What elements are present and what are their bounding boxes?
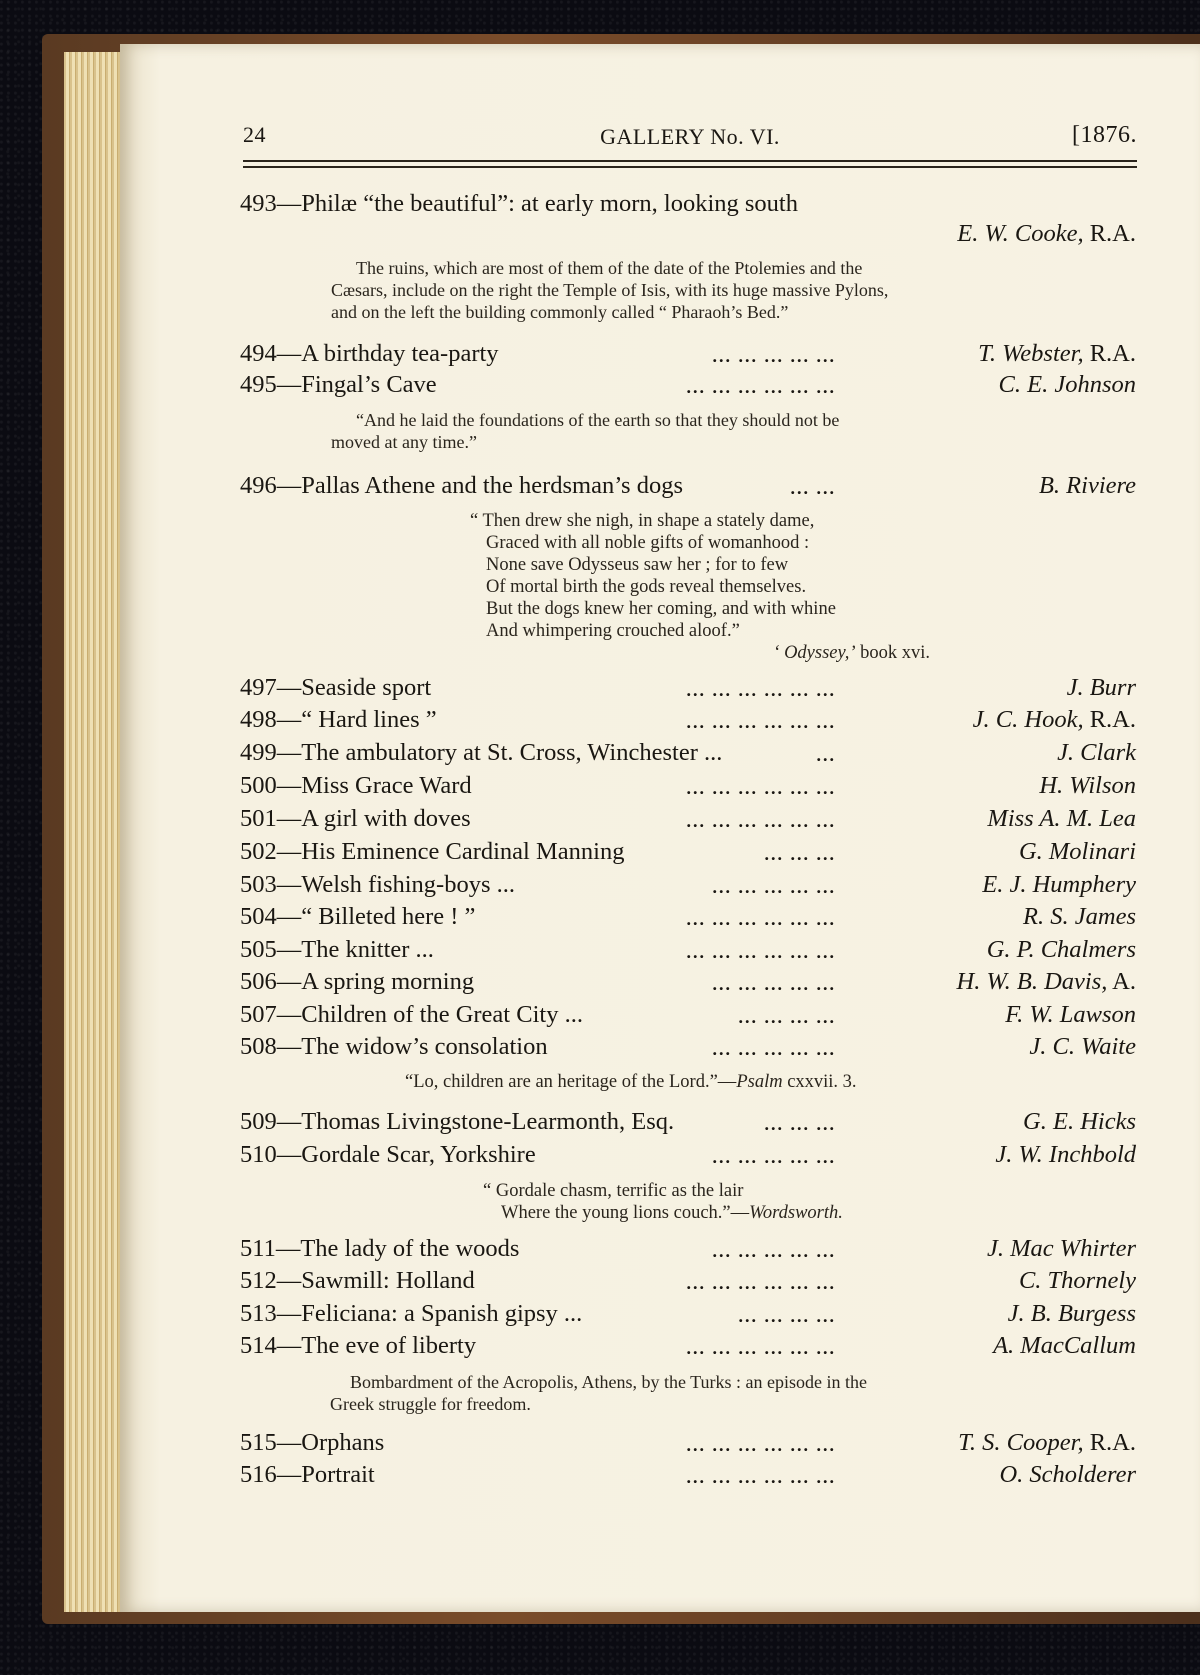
entry-title: 505—The knitter ... — [240, 936, 434, 963]
catalogue-entry-499 — [240, 739, 1136, 769]
entry-title: 509—Thomas Livingstone-Learmonth, Esq. — [240, 1108, 675, 1135]
quote-510 — [483, 1180, 843, 1224]
note-514-line1: Bombardment of the Acropolis, Athens, by the Turks : an episode in the — [350, 1372, 867, 1392]
entry-title: 493—Philæ “the beautiful”: at early morn, looking south — [240, 190, 798, 217]
entry-artist: E. J. Humphery — [982, 871, 1136, 898]
gallery-title: GALLERY No. VI. — [600, 124, 780, 149]
poem-line: “ Then drew she nigh, in shape a stately dame, — [470, 511, 815, 531]
leader-dots: ... ... ... ... ... — [712, 1241, 836, 1261]
entry-title: 510—Gordale Scar, Yorkshire — [240, 1141, 536, 1168]
header-rule-top — [243, 160, 1137, 162]
catalogue-entry-498 — [240, 706, 1136, 736]
entry-artist: R. S. James — [1023, 903, 1136, 930]
entry-artist: F. W. Lawson — [1005, 1001, 1136, 1028]
catalogue-entry-511 — [240, 1235, 1136, 1265]
entry-artist: Miss A. M. Lea — [987, 805, 1136, 832]
catalogue-entry-510 — [240, 1141, 1136, 1171]
note-493-line2: Cæsars, include on the right the Temple of Isis, with its huge massive Pylons, — [331, 280, 889, 300]
catalogue-entry-497 — [240, 674, 1136, 704]
leader-dots: ... ... ... ... ... — [712, 877, 836, 897]
catalogue-entry-515 — [240, 1429, 1136, 1459]
catalogue-entry-501 — [240, 805, 1136, 835]
entry-artist: E. W. Cooke, R.A. — [957, 220, 1136, 247]
leader-dots: ... ... ... — [764, 1114, 836, 1134]
leader-dots: ... ... ... ... ... ... — [686, 1467, 836, 1487]
catalogue-entry-512 — [240, 1267, 1136, 1297]
entry-title: 497—Seaside sport — [240, 674, 432, 701]
entry-artist: T. S. Cooper, R.A. — [958, 1429, 1136, 1456]
leader-dots: ... ... ... ... ... ... — [686, 1435, 836, 1455]
note-514-line2: Greek struggle for freedom. — [330, 1394, 531, 1414]
poem-line: Of mortal birth the gods reveal themselves. — [486, 577, 807, 597]
catalogue-entry-502 — [240, 838, 1136, 868]
entry-title: 516—Portrait — [240, 1461, 375, 1488]
page-number: 24 — [243, 122, 266, 147]
leader-dots: ... ... ... ... ... ... — [686, 1338, 836, 1358]
leader-dots: ... ... — [790, 478, 836, 498]
catalogue-entry-509 — [240, 1108, 1136, 1138]
leader-dots: ... ... ... ... ... ... — [686, 1273, 836, 1293]
poem-attribution: ‘ Odyssey,’ book xvi. — [773, 643, 930, 663]
entry-title: 502—His Eminence Cardinal Manning — [240, 838, 625, 865]
catalogue-entry-495 — [240, 371, 1136, 401]
leader-dots: ... ... ... ... ... — [712, 1039, 836, 1059]
entry-title: 500—Miss Grace Ward — [240, 772, 472, 799]
leader-dots: ... ... ... — [764, 844, 836, 864]
entry-title: 503—Welsh fishing-boys ... — [240, 871, 516, 898]
poem-line: Graced with all noble gifts of womanhood : — [486, 533, 810, 553]
note-495-line2: moved at any time.” — [331, 432, 477, 452]
leader-dots: ... ... ... ... ... ... — [686, 811, 836, 831]
catalogue-entry-514 — [240, 1332, 1136, 1362]
leader-dots: ... ... ... ... ... ... — [686, 377, 836, 397]
entry-title: 507—Children of the Great City ... — [240, 1001, 583, 1028]
entry-artist: H. Wilson — [1039, 772, 1136, 799]
catalogue-entry-508 — [240, 1033, 1136, 1063]
leader-dots: ... ... ... ... ... — [712, 974, 836, 994]
leader-dots: ... ... ... ... ... ... — [686, 909, 836, 929]
entry-artist: J. Clark — [1057, 739, 1136, 766]
catalogue-entry-500 — [240, 772, 1136, 802]
poem-496 — [470, 510, 930, 664]
entry-title: 508—The widow’s consolation — [240, 1033, 548, 1060]
leader-dots: ... — [816, 745, 836, 765]
catalogue-entry-516 — [240, 1461, 1136, 1491]
catalogue-entry-503 — [240, 871, 1136, 901]
catalogue-entry-494 — [240, 340, 1136, 370]
entry-artist: O. Scholderer — [999, 1461, 1136, 1488]
catalogue-entry-507 — [240, 1001, 1136, 1031]
note-495-line1: “And he laid the foundations of the earth so that they should not be — [356, 410, 840, 430]
poem-line: And whimpering crouched aloof.” — [486, 621, 740, 641]
entry-title: 506—A spring morning — [240, 968, 475, 995]
quote-508: “Lo, children are an heritage of the Lord.”—Psalm cxxvii. 3. — [405, 1072, 857, 1092]
catalogue-entry-506 — [240, 968, 1136, 998]
entry-title: 514—The eve of liberty — [240, 1332, 477, 1359]
leader-dots: ... ... ... ... — [738, 1306, 836, 1326]
catalogue-entry-493-artist — [240, 220, 1136, 250]
leader-dots: ... ... ... ... — [738, 1007, 836, 1027]
catalogue-entry-496 — [240, 472, 1136, 502]
poem-line: But the dogs knew her coming, and with whine — [486, 599, 836, 619]
leader-dots: ... ... ... ... ... ... — [686, 680, 836, 700]
leader-dots: ... ... ... ... ... ... — [686, 942, 836, 962]
entry-title: 498—“ Hard lines ” — [240, 706, 437, 733]
entry-artist: C. E. Johnson — [998, 371, 1136, 398]
entry-artist: H. W. B. Davis, A. — [956, 968, 1136, 995]
catalogue-entry-504 — [240, 903, 1136, 933]
catalogue-entry-493 — [240, 190, 1136, 220]
poem-line: None save Odysseus saw her ; for to few — [486, 555, 789, 575]
entry-title: 511—The lady of the woods — [240, 1235, 520, 1262]
entry-artist: T. Webster, R.A. — [978, 340, 1136, 367]
entry-title: 501—A girl with doves — [240, 805, 471, 832]
header-rule-bottom — [243, 166, 1137, 168]
catalogue-entry-505 — [240, 936, 1136, 966]
entry-artist: G. Molinari — [1018, 838, 1136, 865]
entry-title: 496—Pallas Athene and the herdsman’s dogs — [240, 472, 683, 499]
entry-title: 504—“ Billeted here ! ” — [240, 903, 476, 930]
entry-artist: J. W. Inchbold — [995, 1141, 1136, 1168]
entry-artist: J. C. Hook, R.A. — [972, 706, 1136, 733]
entry-artist: G. P. Chalmers — [986, 936, 1136, 963]
poem-line: Where the young lions couch.”—Wordsworth. — [501, 1203, 843, 1223]
page-header — [243, 118, 1137, 154]
entry-artist: G. E. Hicks — [1023, 1108, 1136, 1135]
leader-dots: ... ... ... ... ... ... — [686, 712, 836, 732]
note-493-line1: The ruins, which are most of them of the date of the Ptolemies and the — [356, 258, 863, 278]
leader-dots: ... ... ... ... ... — [712, 346, 836, 366]
entry-title: 512—Sawmill: Holland — [240, 1267, 475, 1294]
entry-artist: J. Burr — [1066, 674, 1136, 701]
entry-artist: J. B. Burgess — [1007, 1300, 1136, 1327]
entry-artist: C. Thornely — [1018, 1267, 1136, 1294]
entry-title: 494—A birthday tea-party — [240, 340, 499, 367]
entry-title: 513—Feliciana: a Spanish gipsy ... — [240, 1300, 583, 1327]
note-493-line3: and on the left the building commonly called “ Pharaoh’s Bed.” — [331, 302, 789, 322]
entry-artist: B. Riviere — [1038, 472, 1136, 499]
leader-dots: ... ... ... ... ... — [712, 1147, 836, 1167]
catalogue-entry-513 — [240, 1300, 1136, 1330]
entry-artist: J. C. Waite — [1029, 1033, 1136, 1060]
poem-line: “ Gordale chasm, terrific as the lair — [483, 1181, 744, 1201]
entry-artist: A. MacCallum — [993, 1332, 1136, 1359]
leader-dots: ... ... ... ... ... ... — [686, 778, 836, 798]
entry-artist: J. Mac Whirter — [987, 1235, 1136, 1262]
entry-title: 515—Orphans — [240, 1429, 385, 1456]
entry-title: 499—The ambulatory at St. Cross, Winchester ... — [240, 739, 723, 766]
entry-title: 495—Fingal’s Cave — [240, 371, 437, 398]
year-label: [1876. — [1072, 122, 1137, 148]
